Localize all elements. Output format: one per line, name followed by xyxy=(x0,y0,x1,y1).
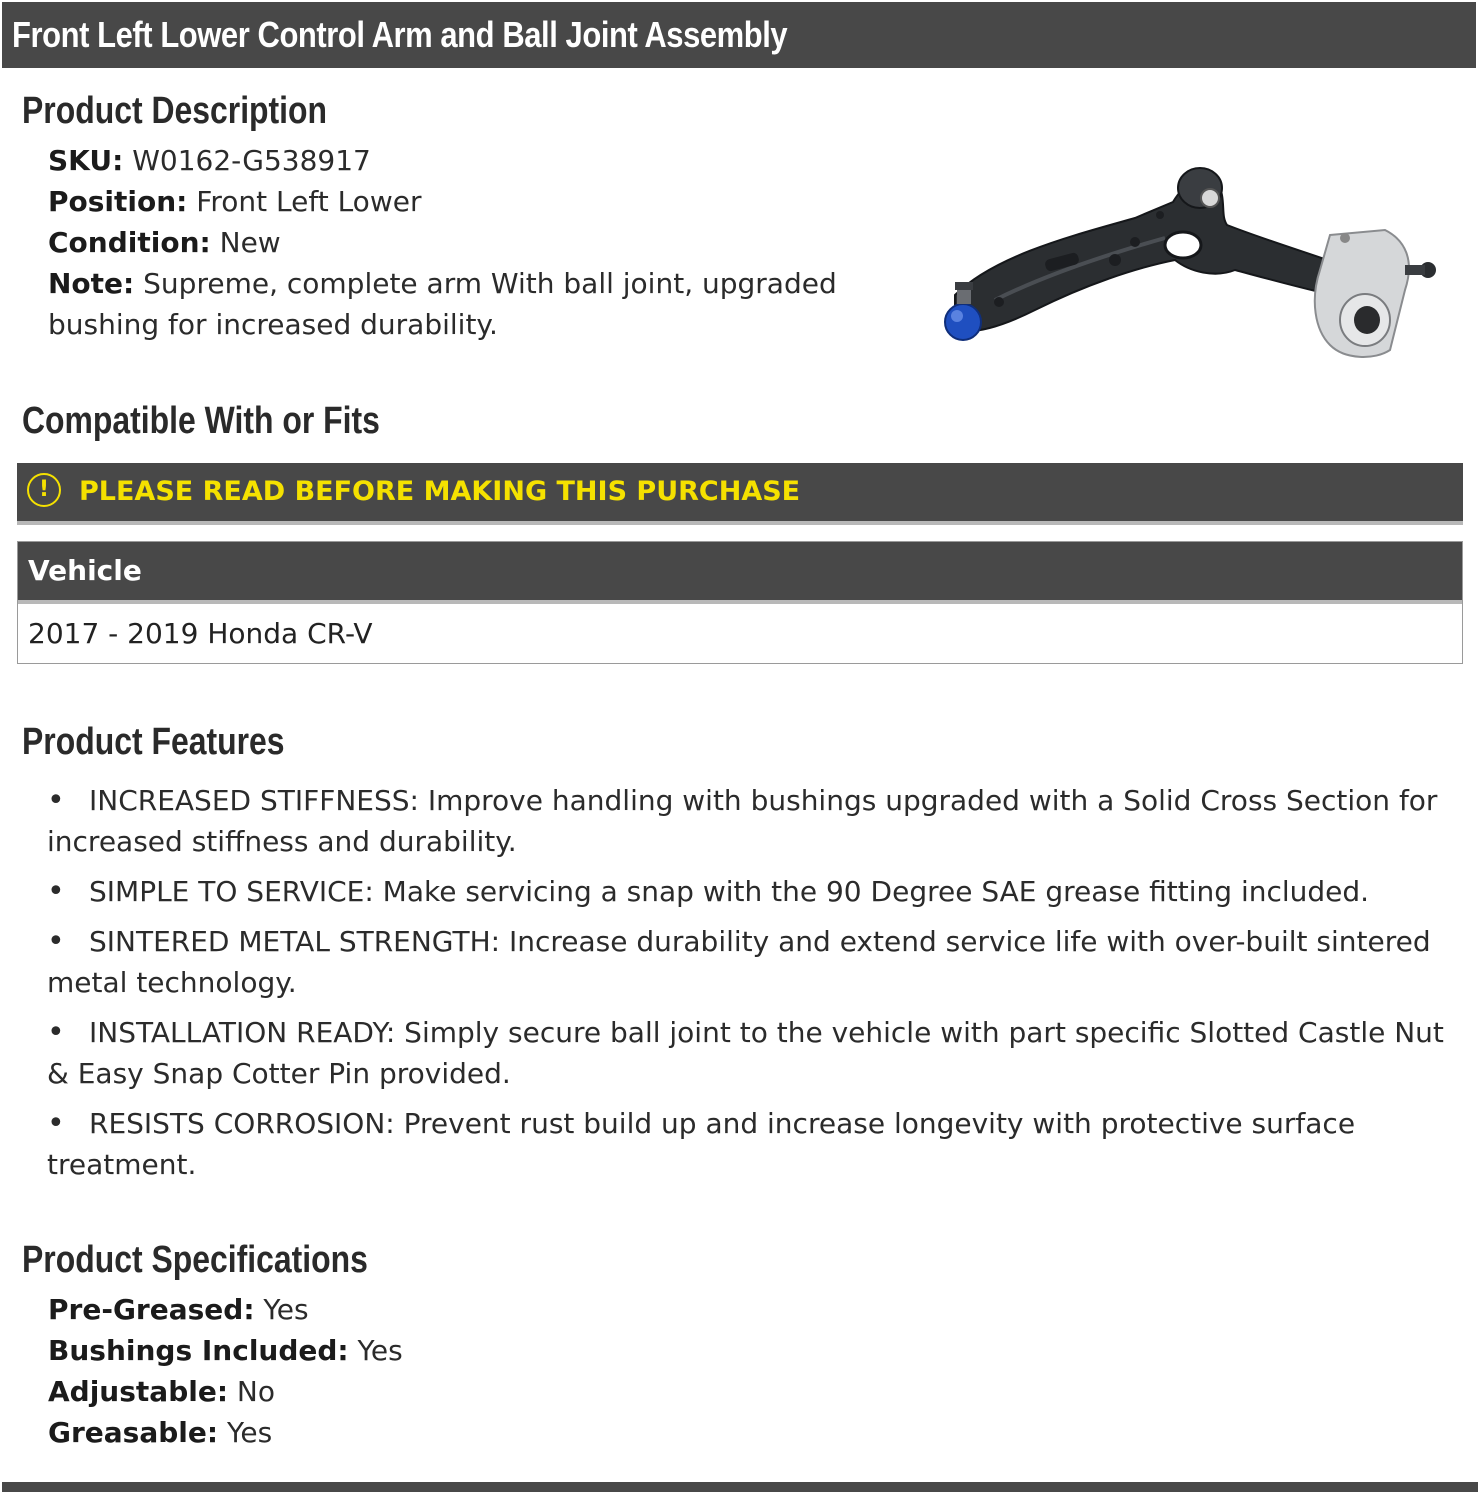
warning-icon: ! xyxy=(27,473,61,507)
condition-row: Condition: New xyxy=(48,226,281,259)
bullet-icon xyxy=(47,1103,89,1144)
position-row: Position: Front Left Lower xyxy=(48,185,422,218)
bullet-icon xyxy=(47,921,89,962)
bullet-icon xyxy=(47,871,89,912)
list-item: •INSTALLATION READY: Simply secure ball joint to the vehicle with part specific Slotted Castle Nut & Easy Snap Cotter Pin provided. xyxy=(47,1012,1467,1094)
spec-row-greasable: Greasable: Yes xyxy=(48,1416,273,1449)
list-item: •SINTERED METAL STRENGTH: Increase durability and extend service life with over-built sintered metal technology. xyxy=(47,921,1467,1003)
compatibility-heading: Compatible With or Fits xyxy=(22,400,380,442)
sku-row: SKU: W0162-G538917 xyxy=(48,144,371,177)
specifications-list xyxy=(48,1289,403,1453)
features-list xyxy=(47,780,1467,1194)
description-list xyxy=(48,140,848,345)
vehicle-row: 2017 - 2019 Honda CR-V xyxy=(28,617,373,650)
vehicle-table xyxy=(17,541,1463,664)
note-row: Note: Supreme, complete arm With ball joint, upgraded bushing for increased durability. xyxy=(48,267,837,341)
page-title-bar xyxy=(2,2,1476,68)
list-item: •INCREASED STIFFNESS: Improve handling with bushings upgraded with a Solid Cross Section for increased stiffness and durability. xyxy=(47,780,1467,862)
features-heading: Product Features xyxy=(22,721,285,763)
specifications-heading: Product Specifications xyxy=(22,1239,368,1281)
purchase-warning-text: PLEASE READ BEFORE MAKING THIS PURCHASE xyxy=(79,476,801,507)
vehicle-column-header: Vehicle xyxy=(18,542,1462,604)
purchase-warning-banner xyxy=(17,463,1463,525)
spec-row-pre-greased: Pre-Greased: Yes xyxy=(48,1293,309,1326)
footer-bar xyxy=(2,1482,1478,1492)
spec-row-bushings: Bushings Included: Yes xyxy=(48,1334,403,1367)
list-item: •RESISTS CORROSION: Prevent rust build up and increase longevity with protective surface treatment. xyxy=(47,1103,1467,1185)
bullet-icon xyxy=(47,780,89,821)
description-heading: Product Description xyxy=(22,90,328,132)
list-item: •SIMPLE TO SERVICE: Make servicing a snap with the 90 Degree SAE grease fitting included. xyxy=(47,871,1467,912)
spec-row-adjustable: Adjustable: No xyxy=(48,1375,276,1408)
page-title: Front Left Lower Control Arm and Ball Joint Assembly xyxy=(12,14,788,55)
bullet-icon xyxy=(47,1012,89,1053)
control-arm-image xyxy=(935,160,1445,365)
